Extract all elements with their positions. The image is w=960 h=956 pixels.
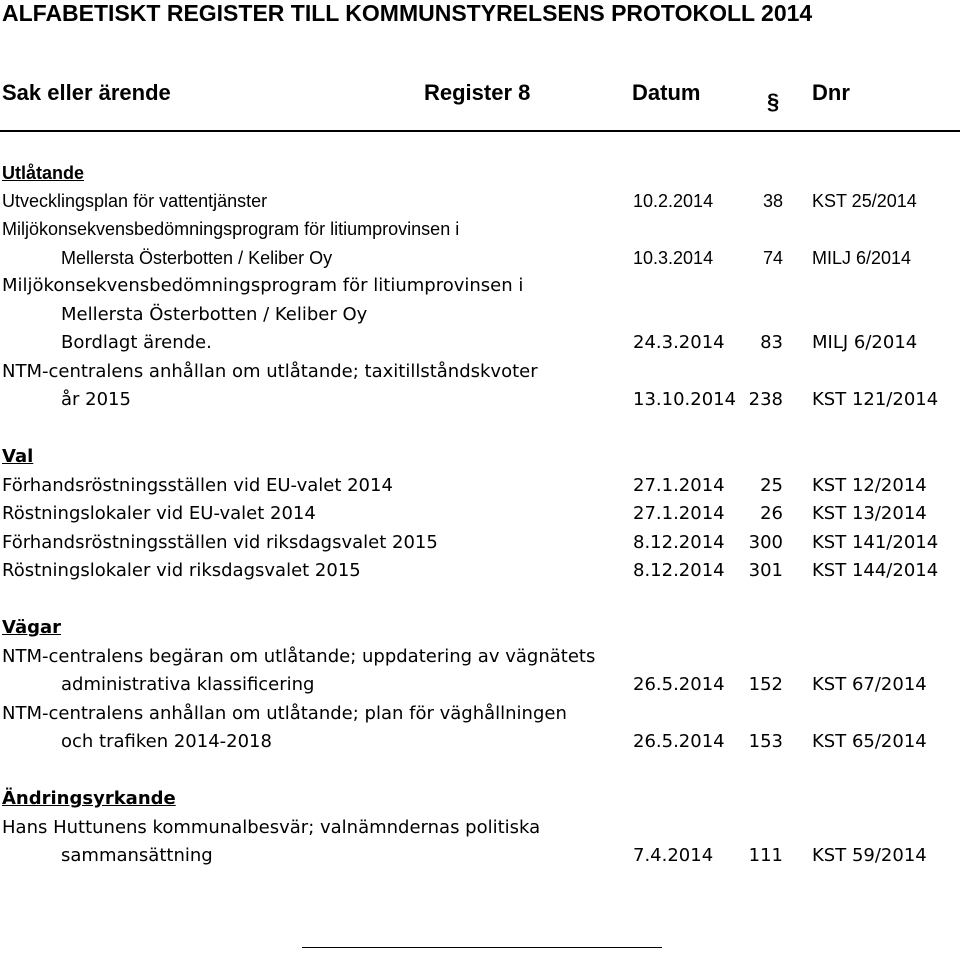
entry-date: 7.4.2014: [633, 845, 714, 866]
entry-text: år 2015: [61, 389, 131, 410]
column-header-matter: Sak eller ärende: [2, 80, 171, 105]
entry-dnr: KST 65/2014: [812, 731, 927, 752]
entry-text: Miljökonsekvensbedömningsprogram för litiumprovinsen i: [2, 219, 460, 239]
entry-date: 8.12.2014: [633, 532, 725, 553]
entry-dnr: KST 144/2014: [812, 560, 939, 581]
entry-date: 26.5.2014: [633, 731, 725, 752]
entry-date: 13.10.2014: [633, 389, 737, 410]
end-rule: [302, 947, 662, 948]
entry-text: NTM-centralens anhållan om utlåtande; taxitillståndskvoter: [2, 361, 538, 382]
entry-dnr: MILJ 6/2014: [812, 248, 912, 268]
entry-date: 27.1.2014: [633, 503, 725, 524]
entry-paragraph: 83: [760, 332, 783, 353]
entry-date: 10.2.2014: [633, 191, 714, 211]
entry-text: Bordlagt ärende.: [61, 332, 212, 353]
entry-text: Miljökonsekvensbedömningsprogram för litiumprovinsen i: [2, 275, 524, 296]
entry-date: 10.3.2014: [633, 248, 714, 268]
section-heading: Utlåtande: [2, 163, 85, 183]
entry-date: 8.12.2014: [633, 560, 725, 581]
entry-paragraph: 152: [748, 674, 783, 695]
entry-dnr: MILJ 6/2014: [812, 332, 918, 353]
entry-date: 26.5.2014: [633, 674, 725, 695]
entry-dnr: KST 12/2014: [812, 475, 927, 496]
column-header-section: §: [767, 89, 780, 114]
entry-paragraph: 300: [748, 532, 783, 553]
entry-date: 27.1.2014: [633, 475, 725, 496]
entry-text: Hans Huttunens kommunalbesvär; valnämndernas politiska: [2, 817, 541, 838]
entry-paragraph: 26: [760, 503, 783, 524]
entry-dnr: KST 13/2014: [812, 503, 927, 524]
section-heading: Val: [2, 446, 34, 467]
entry-text: Förhandsröstningsställen vid EU-valet 2014: [2, 475, 393, 496]
entry-text: NTM-centralens begäran om utlåtande; uppdatering av vägnätets: [2, 646, 596, 667]
entry-text: Röstningslokaler vid riksdagsvalet 2015: [2, 560, 361, 581]
section-heading: Ändringsyrkande: [2, 788, 176, 809]
header-divider: [0, 130, 960, 132]
section-heading: Vägar: [2, 617, 62, 638]
entry-paragraph: 238: [748, 389, 783, 410]
entry-text: och trafiken 2014-2018: [61, 731, 272, 752]
page-title: ALFABETISKT REGISTER TILL KOMMUNSTYRELSENS PROTOKOLL 2014: [2, 0, 813, 26]
entry-dnr: KST 67/2014: [812, 674, 927, 695]
column-header-register: Register 8: [424, 80, 531, 105]
entry-dnr: KST 121/2014: [812, 389, 939, 410]
entry-paragraph: 111: [748, 845, 783, 866]
entry-dnr: KST 141/2014: [812, 532, 939, 553]
entry-text: Förhandsröstningsställen vid riksdagsvalet 2015: [2, 532, 438, 553]
entry-text: sammansättning: [61, 845, 213, 866]
entry-paragraph: 153: [748, 731, 783, 752]
entry-text: administrativa klassificering: [61, 674, 315, 695]
entry-paragraph: 38: [762, 191, 783, 211]
entry-dnr: KST 25/2014: [812, 191, 917, 211]
entry-text: NTM-centralens anhållan om utlåtande; plan för väghållningen: [2, 703, 567, 724]
entry-text: Röstningslokaler vid EU-valet 2014: [2, 503, 316, 524]
entry-text: Mellersta Österbotten / Keliber Oy: [61, 304, 368, 325]
column-header-dnr: Dnr: [812, 80, 850, 105]
entry-paragraph: 301: [748, 560, 783, 581]
entry-dnr: KST 59/2014: [812, 845, 927, 866]
column-header-date: Datum: [632, 80, 701, 105]
entry-paragraph: 74: [762, 248, 783, 268]
entry-text: Mellersta Österbotten / Keliber Oy: [61, 248, 333, 268]
entry-text: Utvecklingsplan för vattentjänster: [2, 191, 268, 211]
entry-date: 24.3.2014: [633, 332, 725, 353]
entry-paragraph: 25: [760, 475, 783, 496]
